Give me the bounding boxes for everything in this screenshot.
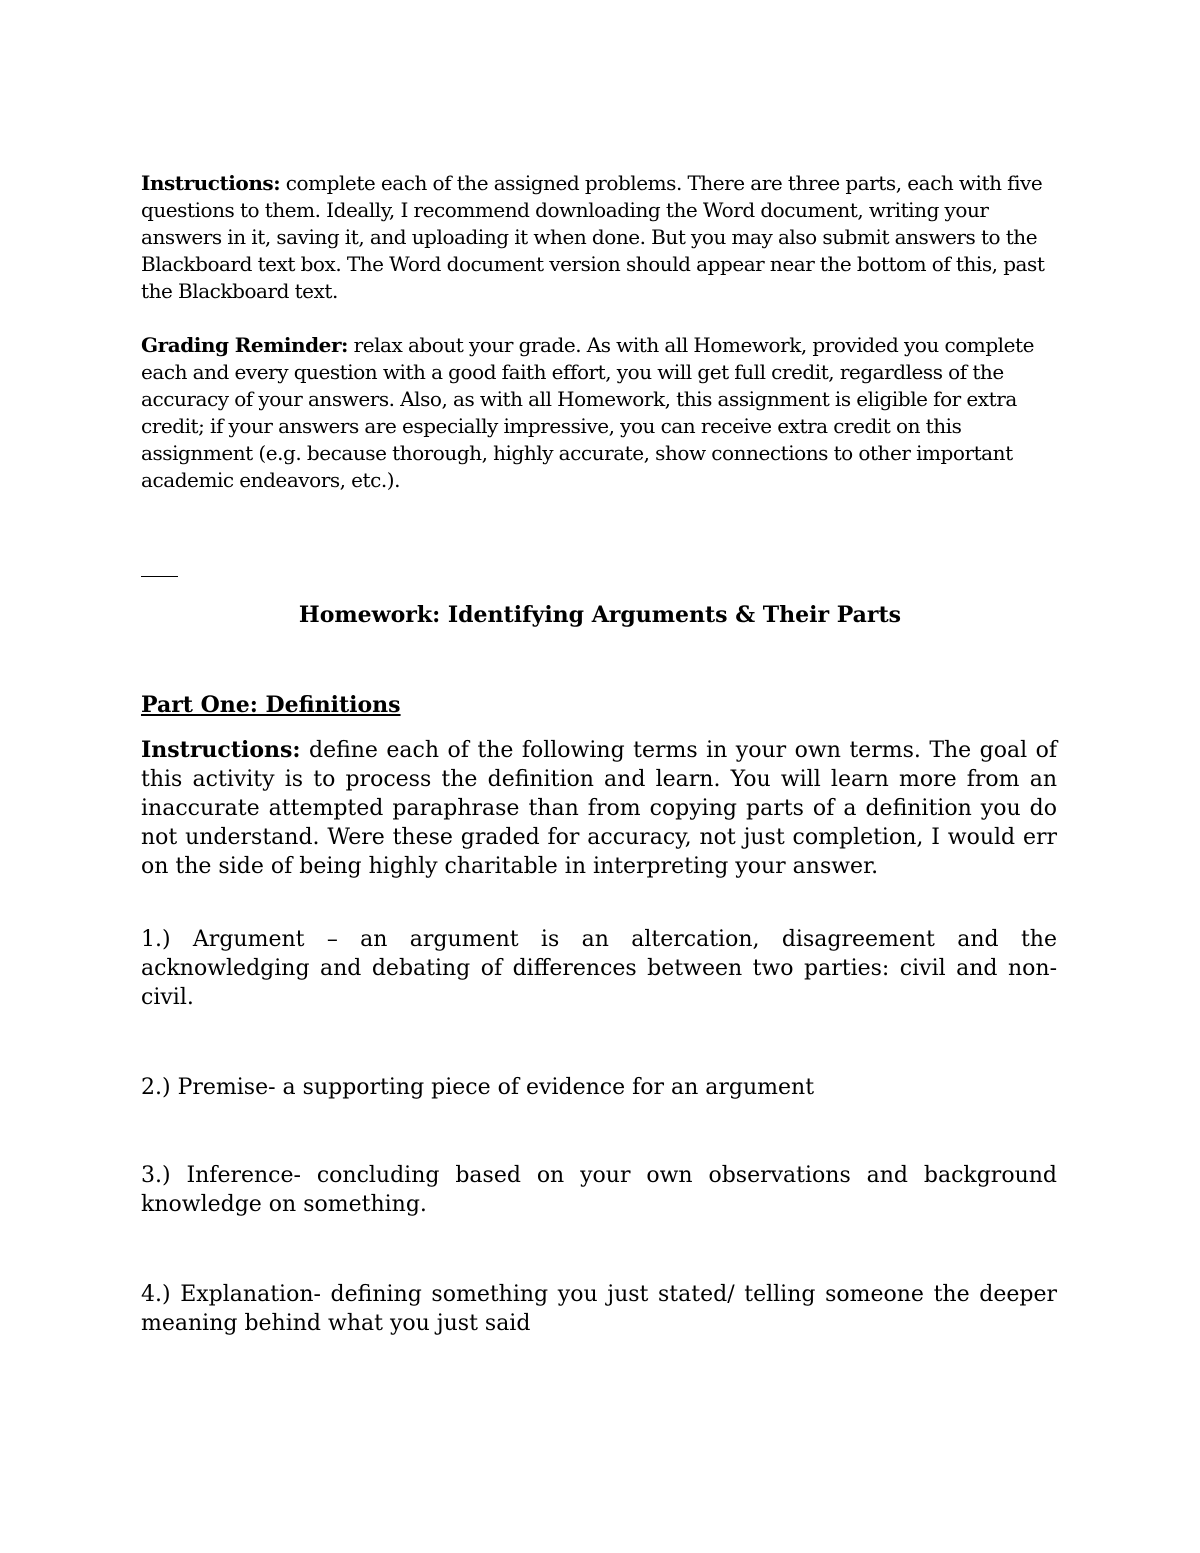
part-one-title: Part One: Definitions [141,692,401,718]
question-2-answer: 2.) Premise- a supporting piece of evidence for an argument [141,1075,815,1100]
question-4-answer: 4.) Explanation- defining something you just stated/ telling someone the deeper meaning behind what you just said [141,1282,1057,1336]
part-one-instructions-text: define each of the following terms in your own terms. The goal of this activity is to process the definition and learn. You will learn more from an inaccurate attempted paraphrase than from copying parts of a definition you do not understand. Were these graded for accuracy, not just completion, I would err on the side of being highly charitable in interpreting your answer. [141,738,1057,879]
grading-reminder-paragraph [141,332,1059,494]
part-one-instructions-label: Instructions: [141,737,301,763]
part-one-instructions [141,736,1057,881]
question-3-answer: 3.) Inference- concluding based on your own observations and background knowledge on something. [141,1163,1057,1217]
grading-text: relax about your grade. As with all Homework, provided you complete each and every question with a good faith effort, you will get full credit, regardless of the accuracy of your answers. Also, as with all Homework, this assignment is eligible for extra credit; if your answers are especially impressive, you can receive extra credit on this assignment (e.g. because thorough, highly accurate, show connections to other important academic endeavors, etc.). [141,333,1034,492]
instructions-label: Instructions: [141,171,281,195]
section-divider [141,576,178,577]
grading-label: Grading Reminder: [141,333,348,357]
homework-title: Homework: Identifying Arguments & Their Parts [298,602,902,628]
question-1-answer: 1.) Argument – an argument is an altercation, disagreement and the acknowledging and debating of differences between two parties: civil and non-civil. [141,927,1057,1010]
instructions-text: complete each of the assigned problems. There are three parts, each with five questions to them. Ideally, I recommend downloading the Word document, writing your answers in it, saving it, and uploading it when done. But you may also submit answers to the Blackboard text box. The Word document version should appear near the bottom of this, past the Blackboard text. [141,171,1045,303]
general-instructions-paragraph [141,170,1059,305]
